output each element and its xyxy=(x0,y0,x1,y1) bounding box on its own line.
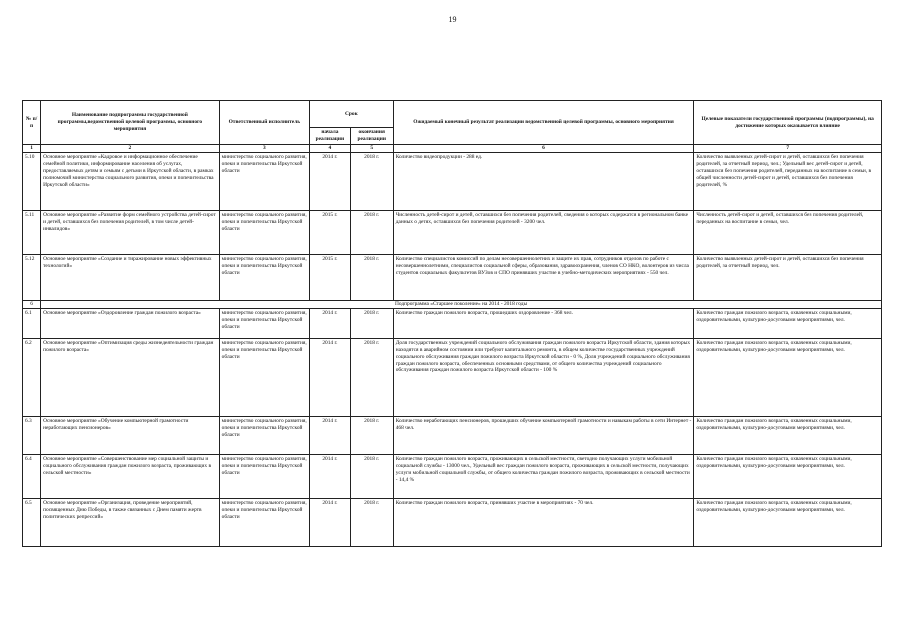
end-date: 2018 г. xyxy=(350,416,393,454)
column-number: 3 xyxy=(219,145,309,153)
column-number: 6 xyxy=(393,145,694,153)
expected-result: Количество граждан пожилого возраста, прошедших оздоровление - 368 чел. xyxy=(393,308,694,338)
column-number: 2 xyxy=(41,145,220,153)
header-indicators: Целевые показатели государственной программы (подпрограммы), на достижение которых оказывается влияние xyxy=(694,101,882,145)
start-date: 2014 г. xyxy=(310,416,351,454)
section-title: Подпрограмма «Старшее поколение» на 2014 - 2018 годы xyxy=(41,300,882,308)
row-number: 6.1 xyxy=(23,308,41,338)
end-date: 2018 г. xyxy=(350,338,393,416)
end-date: 2018 г. xyxy=(350,308,393,338)
start-date: 2015 г. xyxy=(310,210,351,254)
responsible-executor: министерство социального развития, опеки и попечительства Иркутской области xyxy=(219,210,309,254)
section-row xyxy=(23,300,882,308)
responsible-executor: министерство социального развития, опеки и попечительства Иркутской области xyxy=(219,454,309,498)
table-row xyxy=(23,254,882,300)
activity-name: Основное мероприятие «Обучение компьютерной грамотности неработающих пенсионеров» xyxy=(41,416,220,454)
column-number: 5 xyxy=(350,145,393,153)
table-row xyxy=(23,498,882,546)
responsible-executor: министерство социального развития, опеки и попечительства Иркутской области xyxy=(219,416,309,454)
activity-name: Основное мероприятие «Создание и тиражирование новых эффективных технологий» xyxy=(41,254,220,300)
row-number: 6.3 xyxy=(23,416,41,454)
program-table xyxy=(22,100,882,547)
expected-result: Количество граждан пожилого возраста, принявших участие в мероприятиях - 70 чел. xyxy=(393,498,694,546)
page-number: 19 xyxy=(448,15,457,24)
activity-name: Основное мероприятие «Оптимизация среды жизнедеятельности граждан пожилого возраста» xyxy=(41,338,220,416)
start-date: 2014 г. xyxy=(310,454,351,498)
column-number: 1 xyxy=(23,145,41,153)
start-date: 2014 г. xyxy=(310,152,351,210)
start-date: 2015 г. xyxy=(310,254,351,300)
row-number: 5.11 xyxy=(23,210,41,254)
activity-name: Основное мероприятие «Оздоровление граждан пожилого возраста» xyxy=(41,308,220,338)
column-numbers-row xyxy=(23,145,882,153)
column-number: 7 xyxy=(694,145,882,153)
start-date: 2014 г. xyxy=(310,308,351,338)
table-row xyxy=(23,338,882,416)
column-number: 4 xyxy=(310,145,351,153)
target-indicators: Численность детей-сирот и детей, оставшихся без попечения родителей, переданных на воспитание в семьи, чел. xyxy=(694,210,882,254)
activity-name: Основное мероприятие «Организация, проведение мероприятий, посвященных Дню Победы, в также связанных с Днем памяти жертв политических репрессий» xyxy=(41,498,220,546)
header-result: Ожидаемый конечный результат реализации ведомственной целевой программы, основного мероприятия xyxy=(393,101,694,145)
target-indicators: Количество граждан пожилого возраста, охваченных социальными, оздоровительными, культурно-досуговыми мероприятиями, чел. xyxy=(694,308,882,338)
header-start: начала реализации xyxy=(310,128,351,145)
end-date: 2018 г. xyxy=(350,210,393,254)
expected-result: Количество видеопродукции - 288 ед. xyxy=(393,152,694,210)
header-no: № п/п xyxy=(23,101,41,145)
responsible-executor: министерство социального развития, опеки и попечительства Иркутской области xyxy=(219,308,309,338)
row-number: 6.2 xyxy=(23,338,41,416)
table-body xyxy=(23,145,882,547)
expected-result: Количество неработающих пенсионеров, прошедших обучение компьютерной грамотности и навыкам работы в сети Интернет - 468 чел. xyxy=(393,416,694,454)
target-indicators: Количество граждан пожилого возраста, охваченных социальными, оздоровительными, культурно-досуговыми мероприятиями, чел. xyxy=(694,498,882,546)
row-number: 6.4 xyxy=(23,454,41,498)
table-row xyxy=(23,152,882,210)
end-date: 2018 г. xyxy=(350,498,393,546)
expected-result: Доля государственных учреждений социального обслуживания граждан пожилого возраста Иркутской области, здания которых находятся в аварийном состоянии или требуют капитального ремонта, в общем количестве государственных учреждений социального обслуживания граждан пожилого возраста Иркутской области - 0 %, Доля учреждений социального обслуживания граждан пожилого возраста, обеспеченных основными средствами, от общего количества учреждений социального обслуживания граждан пожилого возраста Иркутской области - 100 % xyxy=(393,338,694,416)
header-term: Срок xyxy=(310,101,394,128)
expected-result: Количество специалистов комиссий по делам несовершеннолетних и защите их прав, сотрудников отделов по работе с несовершеннолетними, специалистов социальной сферы, образования, здравоохранения, членов СО НКО, волонтеров из числа студентов социальных факультетов ВУЗов и СПО принявших участие в учебно-методических мероприятиях - 550 чел. xyxy=(393,254,694,300)
header-name: Наименование подпрограммы государственной программы,ведомственной целевой программы, основного мероприятия xyxy=(41,101,220,145)
target-indicators: Количество граждан пожилого возраста, охваченных социальными, оздоровительными, культурно-досуговыми мероприятиями, чел. xyxy=(694,338,882,416)
header-executor: Ответственный исполнитель xyxy=(219,101,309,145)
header-end: окончания реализации xyxy=(350,128,393,145)
row-number: 6.5 xyxy=(23,498,41,546)
responsible-executor: министерство социального развития, опеки и попечительства Иркутской области xyxy=(219,498,309,546)
responsible-executor: министерство социального развития, опеки и попечительства Иркутской области xyxy=(219,152,309,210)
start-date: 2014 г. xyxy=(310,338,351,416)
table-row xyxy=(23,210,882,254)
end-date: 2018 г. xyxy=(350,152,393,210)
activity-name: Основное мероприятие «Развитие форм семейного устройства детей-сирот и детей, оставшихся без попечения родителей, в том числе детей-инвалидов» xyxy=(41,210,220,254)
start-date: 2014 г. xyxy=(310,498,351,546)
row-number: 5.10 xyxy=(23,152,41,210)
expected-result: Количество граждан пожилого возраста, проживающих в сельской местности, светодно получающих услуги мобильной социальной службы - 13000 чел., Удельный вес граждан пожилого возраста, проживающих в сельской местности, получающих услуги мобильной социальной службы, от общего количества граждан пожилого возраста, проживающих в сельской местности - 14,4 % xyxy=(393,454,694,498)
table-row xyxy=(23,416,882,454)
target-indicators: Количество граждан пожилого возраста, охваченных социальными, оздоровительными, культурно-досуговыми мероприятиями, чел. xyxy=(694,416,882,454)
row-number: 5.12 xyxy=(23,254,41,300)
target-indicators: Количество граждан пожилого возраста, охваченных социальными, оздоровительными, культурно-досуговыми мероприятиями, чел. xyxy=(694,454,882,498)
table-row xyxy=(23,454,882,498)
end-date: 2018 г. xyxy=(350,454,393,498)
activity-name: Основное мероприятие «Совершенствование мер социальной защиты и социального обслуживания граждан пожилого возраста, проживающих в сельской местности» xyxy=(41,454,220,498)
responsible-executor: министерство социального развития, опеки и попечительства Иркутской области xyxy=(219,338,309,416)
target-indicators: Количество выявленных детей-сирот и детей, оставшихся без попечения родителей, за отчетный период, чел.; Удельный вес детей-сирот и детей, оставшихся без попечения родителей, переданных на воспитание в семьи, в общей численности детей-сирот и детей, оставшихся без попечения родителей, % xyxy=(694,152,882,210)
end-date: 2018 г. xyxy=(350,254,393,300)
expected-result: Численность детей-сирот и детей, оставшихся без попечения родителей, сведения о которых содержатся в региональном банке данных о детях, оставшихся без попечения родителей - 3200 чел. xyxy=(393,210,694,254)
activity-name: Основное мероприятие «Кадровое и информационное обеспечение семейной политики, информирование населения об услугах, предоставляемых детям и семьям с детьми в Иркутской области, в рамках полномочий министерства социального развития, опеки и попечительства Иркутской области» xyxy=(41,152,220,210)
section-number: 6 xyxy=(23,300,41,308)
table-row xyxy=(23,308,882,338)
target-indicators: Количество выявленных детей-сирот и детей, оставшихся без попечения родителей, за отчетный период, чел. xyxy=(694,254,882,300)
responsible-executor: министерство социального развития, опеки и попечительства Иркутской области xyxy=(219,254,309,300)
